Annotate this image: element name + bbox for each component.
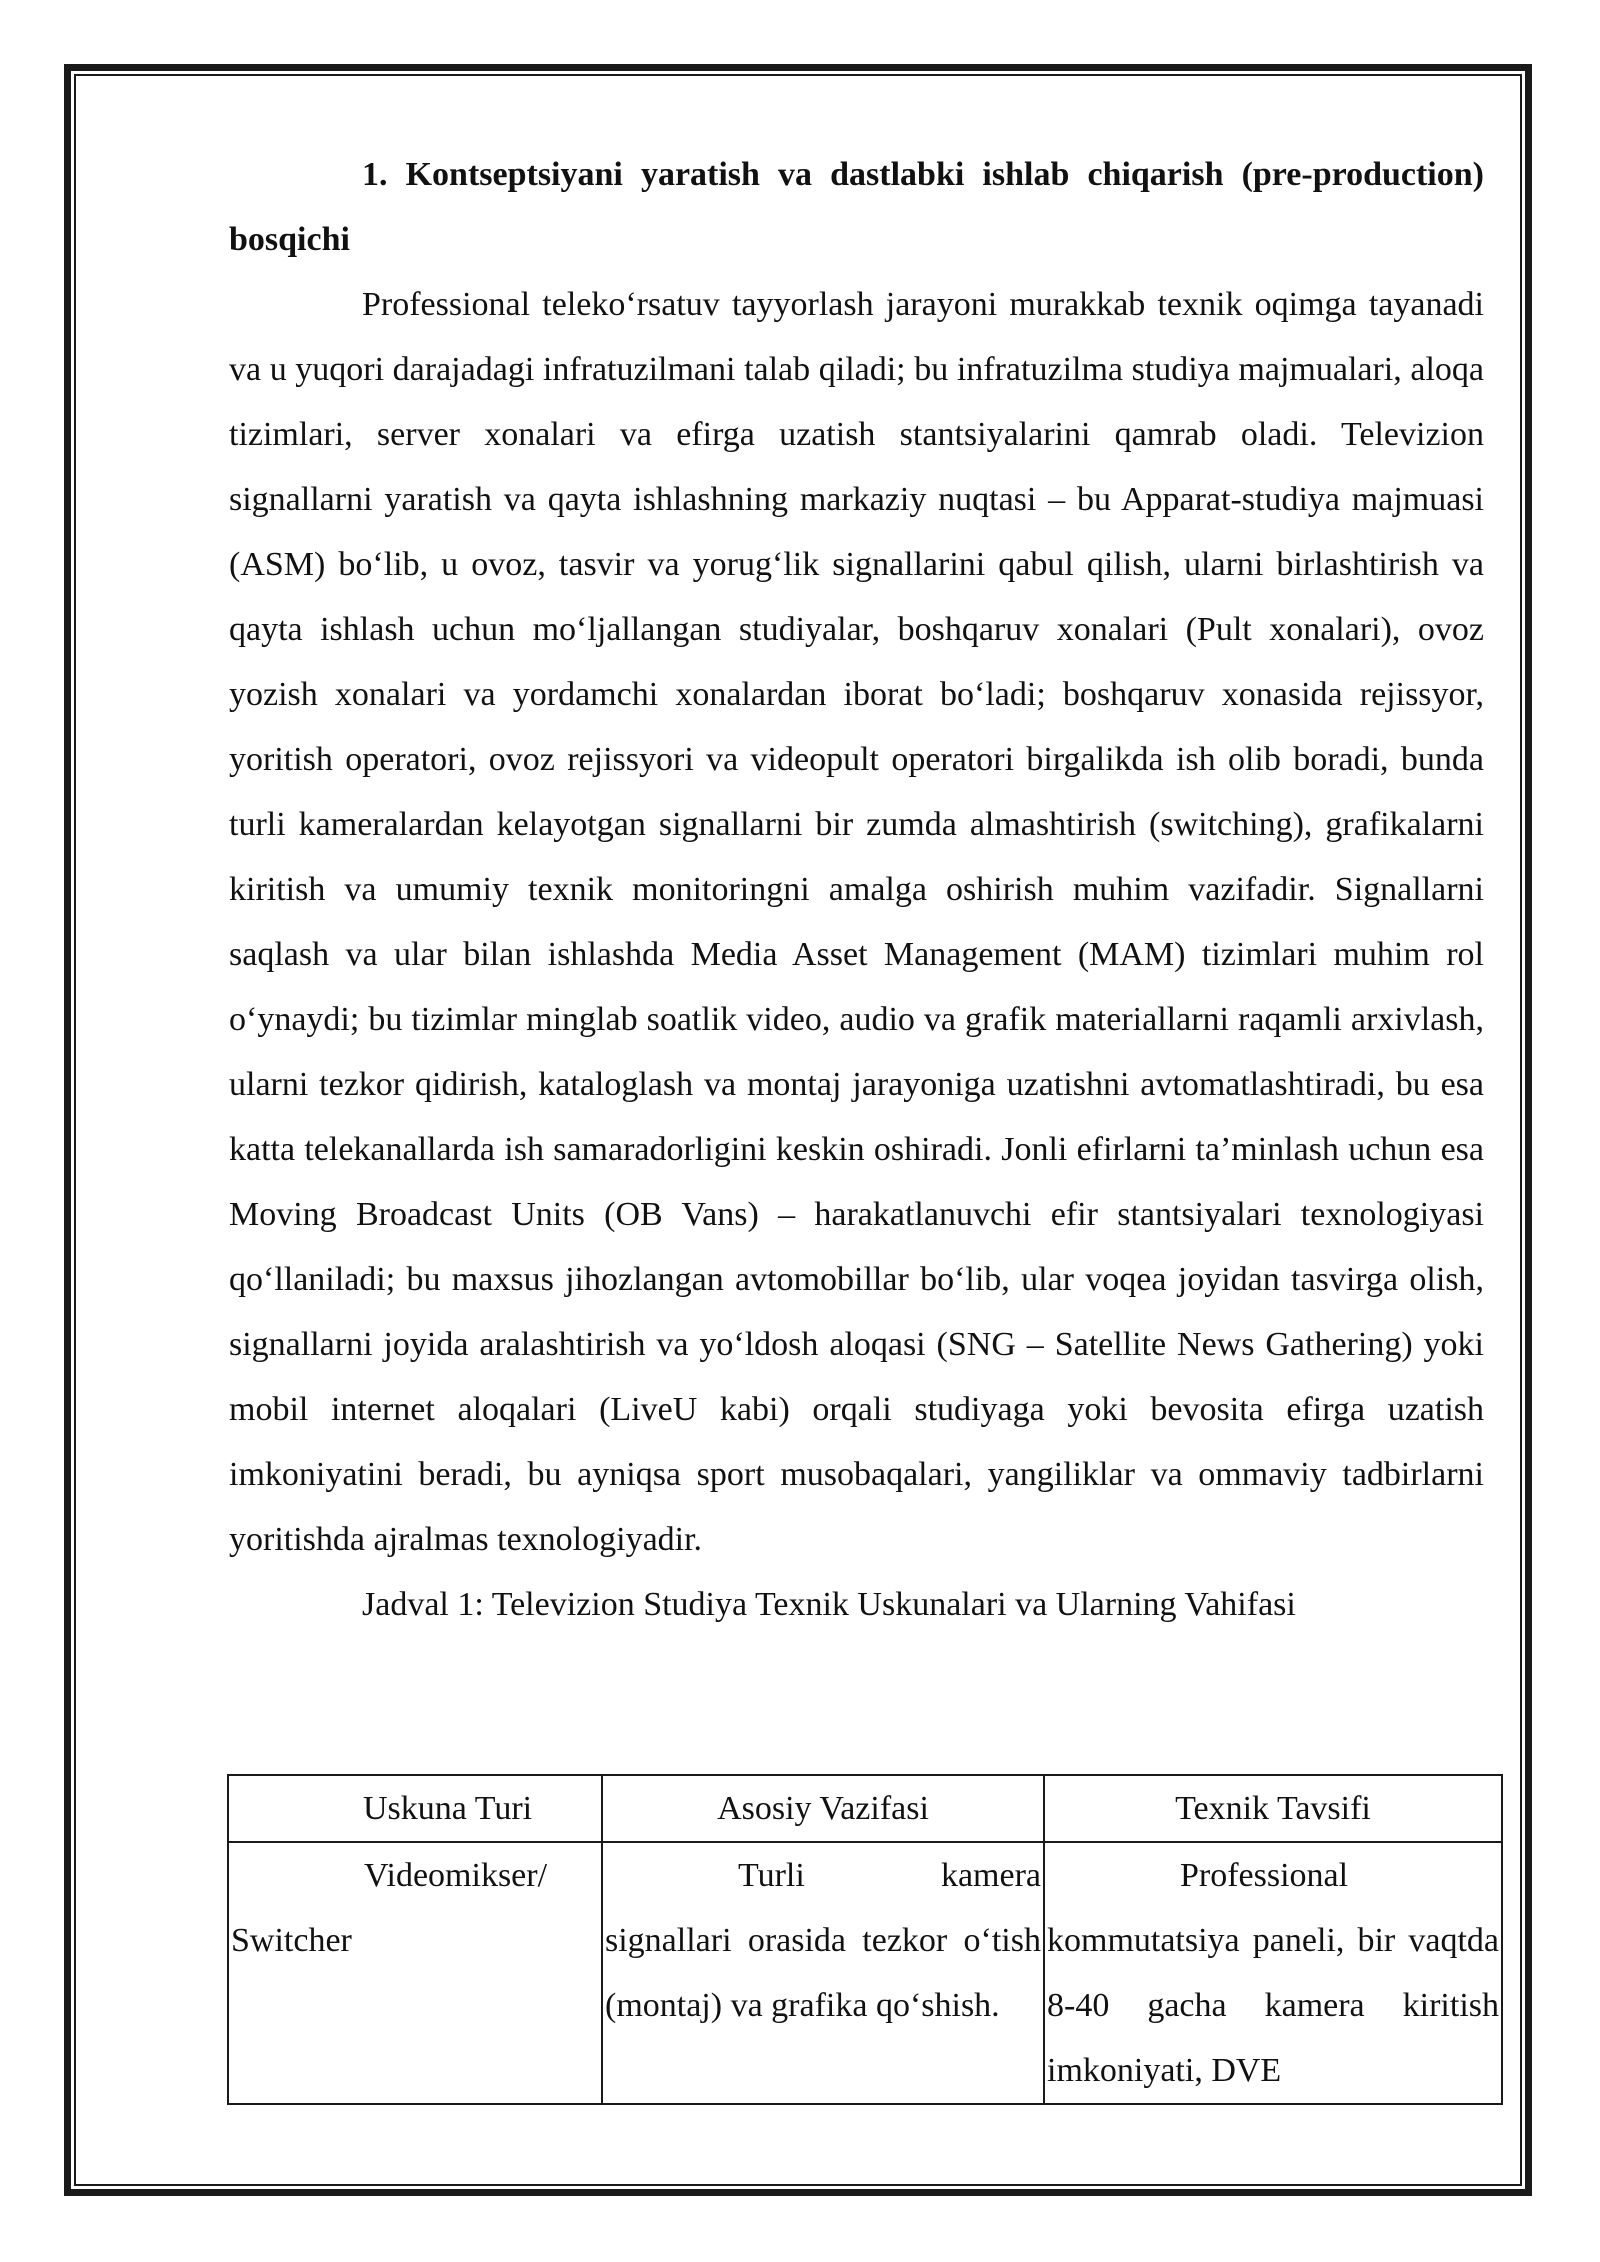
table-header-cell: Uskuna Turi	[228, 1775, 602, 1842]
document-body	[229, 142, 1484, 1637]
table-cell-main-function: Turli kamera signallari orasida tezkor o‘tish (montaj) va grafika qo‘shish.	[602, 1842, 1044, 2104]
table-cell-equipment-type: Videomikser/ Switcher	[228, 1842, 602, 2104]
table-row	[228, 1842, 1502, 2104]
section-heading: 1. Kontseptsiyani yaratish va dastlabki ishlab chiqarish (pre-production) bosqichi	[229, 156, 1484, 258]
table-cell-technical-description: Professional kommutatsiya paneli, bir vaqtda 8-40 gacha kamera kiritish imkoniyati, DVE	[1044, 1842, 1502, 2104]
table-header-cell: Asosiy Vazifasi	[602, 1775, 1044, 1842]
table-header-cell: Texnik Tavsifi	[1044, 1775, 1502, 1842]
equipment-table	[227, 1774, 1503, 2105]
table-header-row	[228, 1775, 1502, 1842]
table-caption: Jadval 1: Televizion Studiya Texnik Uskunalari va Ularning Vahifasi	[362, 1586, 1296, 1623]
body-paragraph: Professional teleko‘rsatuv tayyorlash jarayoni murakkab texnik oqimga tayanadi va u yuqori darajadagi infratuzilmani talab qiladi; bu infratuzilma studiya majmualari, aloqa tizimlari, server xonalari va efirga uzatish stantsiyalarini qamrab oladi. Televizion signallarni yaratish va qayta ishlashning markaziy nuqtasi – bu Apparat-studiya majmuasi (ASM) bo‘lib, u ovoz, tasvir va yorug‘lik signallarini qabul qilish, ularni birlashtirish va qayta ishlash uchun mo‘ljallangan studiyalar, boshqaruv xonalari (Pult xonalari), ovoz yozish xonalari va yordamchi xonalardan iborat bo‘ladi; boshqaruv xonasida rejissyor, yoritish operatori, ovoz rejissyori va videopult operatori birgalikda ish olib boradi, bunda turli kameralardan kelayotgan signallarni bir zumda almashtirish (switching), grafikalarni kiritish va umumiy texnik monitoringni amalga oshirish muhim vazifadir. Signallarni saqlash va ular bilan ishlashda Media Asset Management (MAM) tizimlari muhim rol o‘ynaydi; bu tizimlar minglab soatlik video, audio va grafik materiallarni raqamli arxivlash, ularni tezkor qidirish, kataloglash va montaj jarayoniga uzatishni avtomatlashtiradi, bu esa katta telekanallarda ish samaradorligini keskin oshiradi. Jonli efirlarni ta’minlash uchun esa Moving Broadcast Units (OB Vans) – harakatlanuvchi efir stantsiyalari texnologiyasi qo‘llaniladi; bu maxsus jihozlangan avtomobillar bo‘lib, ular voqea joyidan tasvirga olish, signallarni joyida aralashtirish va yo‘ldosh aloqasi (SNG – Satellite News Gathering) yoki mobil internet aloqalari (LiveU kabi) orqali studiyaga yoki bevosita efirga uzatish imkoniyatini beradi, bu ayniqsa sport musobaqalari, yangiliklar va ommaviy tadbirlarni yoritishda ajralmas texnologiyadir.	[229, 286, 1484, 1558]
